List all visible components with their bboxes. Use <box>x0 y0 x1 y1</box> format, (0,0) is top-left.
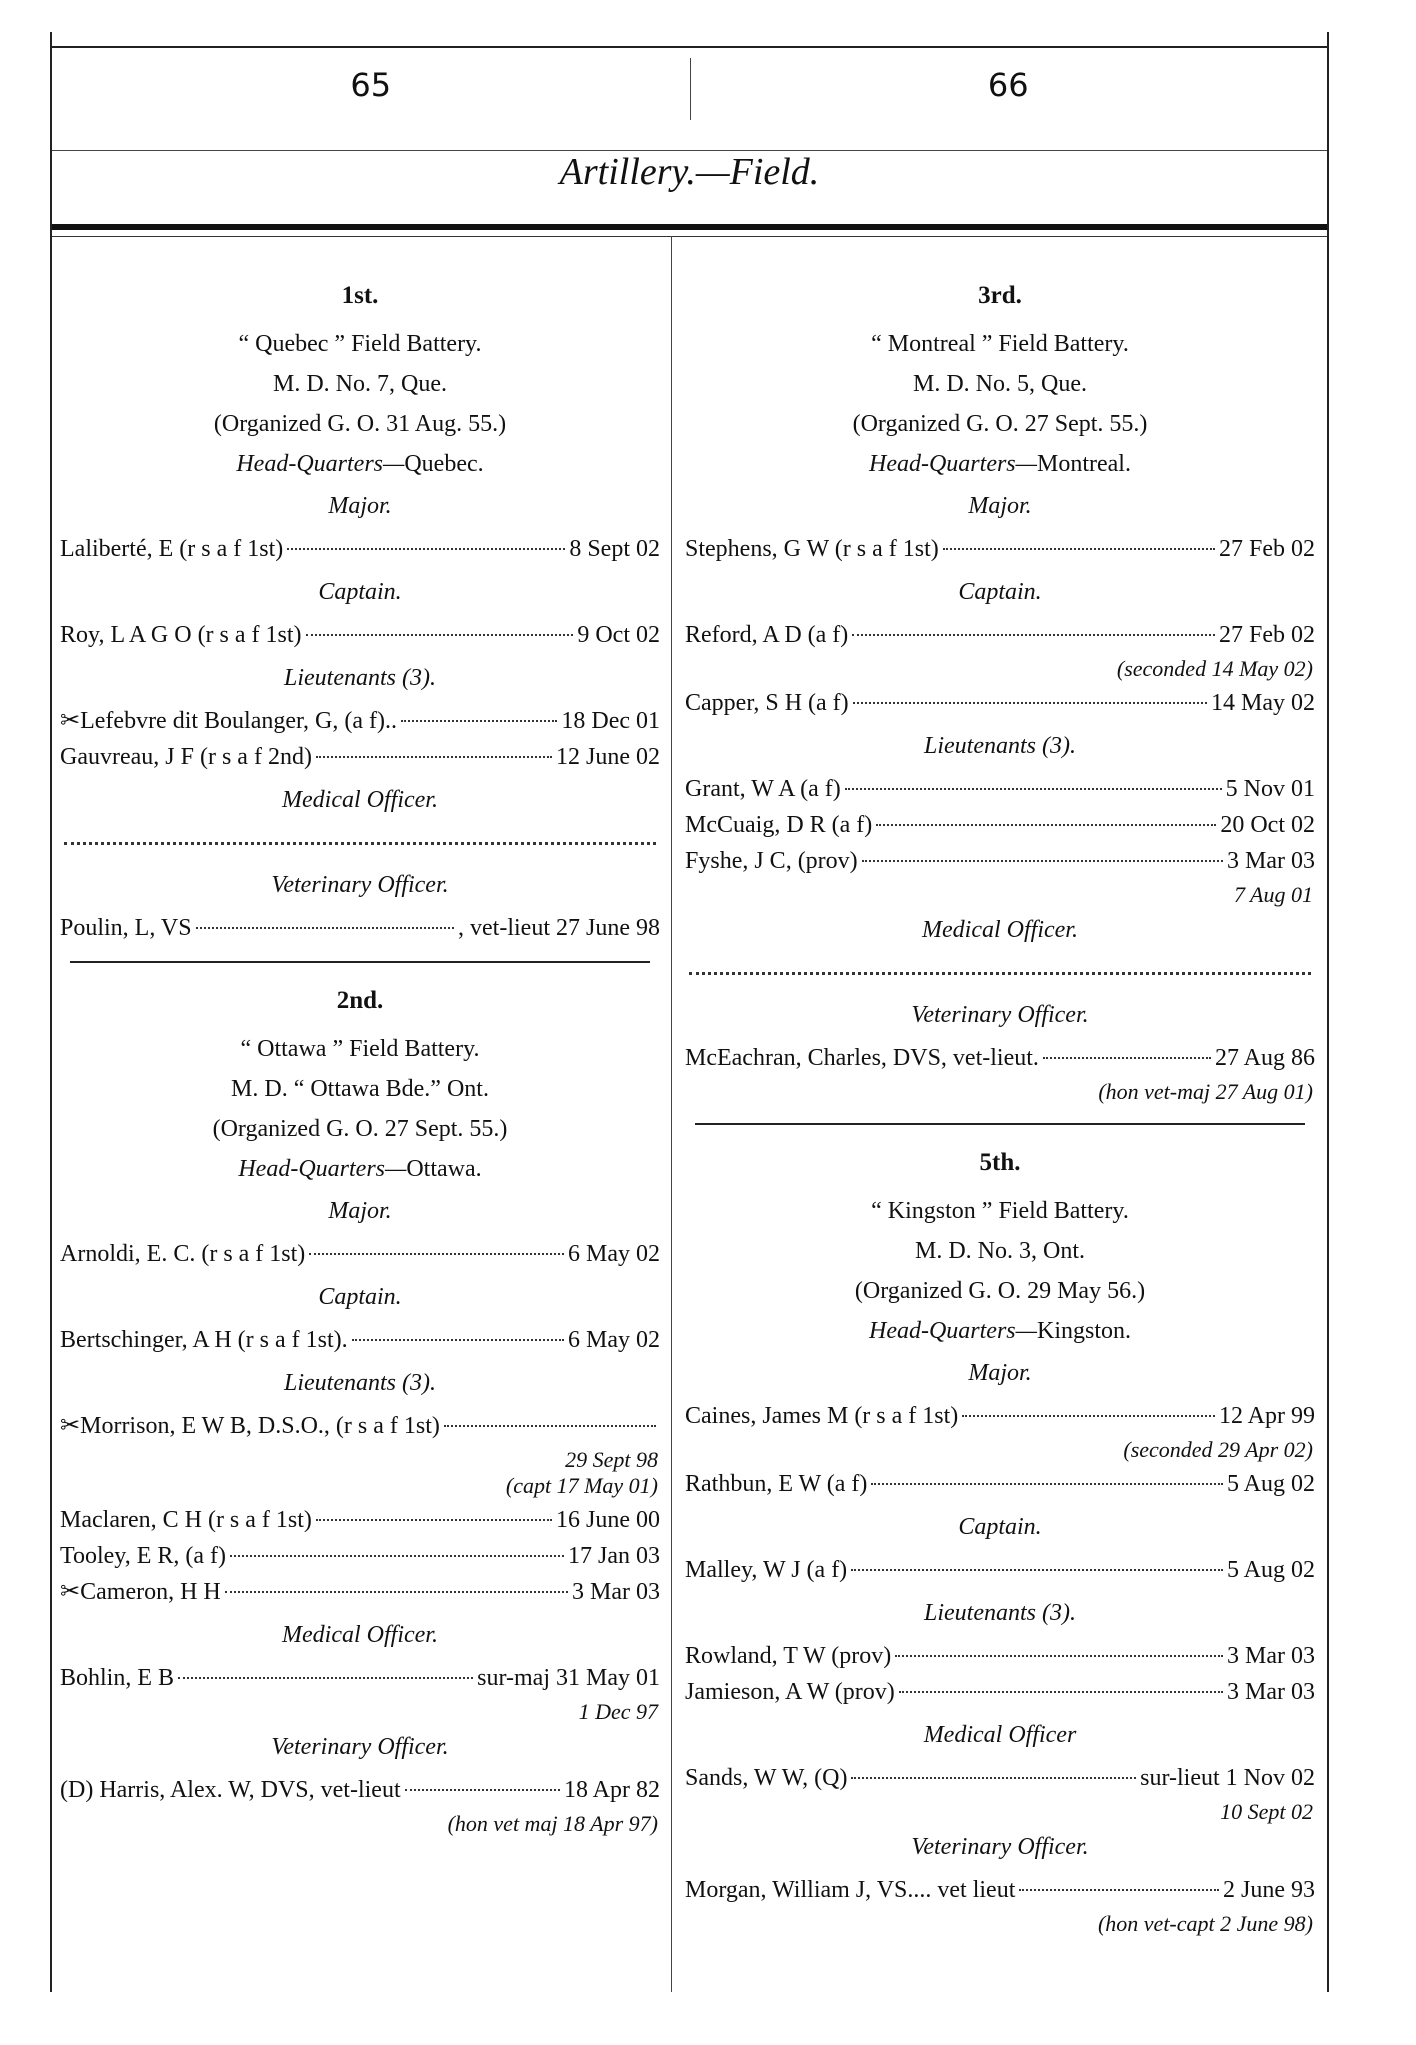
entry-note: 1 Dec 97 <box>578 1699 658 1724</box>
officer-entry <box>60 1663 660 1693</box>
officer-name: Bohlin, E B <box>60 1665 175 1691</box>
officer-name: Jamieson, A W (prov) <box>685 1679 895 1705</box>
leader-dots <box>1043 1057 1211 1059</box>
entry-note: (hon vet-maj 27 Aug 01) <box>1098 1079 1313 1104</box>
entry-note: (seconded 14 May 02) <box>1116 656 1313 681</box>
officer-name: ✂Morrison, E W B, D.S.O., (r s a f 1st) <box>60 1413 440 1439</box>
rank-heading: Major. <box>328 1198 392 1224</box>
officer-name: Laliberté, E (r s a f 1st) <box>60 536 284 562</box>
leader-dots <box>225 1591 568 1593</box>
rank-heading: Lieutenants (3). <box>284 665 436 691</box>
appointment-date: 3 Mar 03 <box>572 1579 660 1605</box>
battery-name: “ Kingston ” Field Battery. <box>871 1198 1129 1224</box>
appointment-date: 3 Mar 03 <box>1227 1679 1315 1705</box>
rank-heading: Captain. <box>318 579 402 605</box>
leader-dots <box>178 1677 473 1679</box>
appointment-date: 6 May 02 <box>568 1241 660 1267</box>
leader-dots <box>899 1691 1223 1693</box>
left-column <box>60 262 660 1837</box>
battery-number: 2nd. <box>336 987 384 1014</box>
appointment-date: 27 Feb 02 <box>1219 536 1315 562</box>
top-border <box>52 46 1327 48</box>
appointment-date: , vet-lieut 27 June 98 <box>458 915 660 941</box>
running-title: Artillery.—Field. <box>559 151 820 193</box>
officer-entry <box>685 1469 1315 1499</box>
officer-entry <box>685 1043 1315 1073</box>
battery-section <box>685 282 1315 1105</box>
rank-heading: Major. <box>968 493 1032 519</box>
organized-order: (Organized G. O. 27 Sept. 55.) <box>852 411 1148 437</box>
vacant-dotted-line <box>64 832 656 845</box>
leader-dots <box>316 1519 552 1521</box>
officer-entry <box>60 1775 660 1805</box>
page-number-right: 66 <box>987 66 1029 104</box>
battery-name: “ Ottawa ” Field Battery. <box>240 1036 480 1062</box>
appointment-date: 5 Aug 02 <box>1226 1471 1315 1497</box>
appointment-date: 2 June 93 <box>1223 1877 1315 1903</box>
officer-entry <box>685 1641 1315 1671</box>
column-divider <box>671 236 672 1992</box>
organized-order: (Organized G. O. 29 May 56.) <box>854 1278 1146 1304</box>
battery-name: “ Quebec ” Field Battery. <box>238 331 482 357</box>
officer-entry <box>685 1555 1315 1585</box>
officer-name: McCuaig, D R (a f) <box>685 812 873 838</box>
officer-entry <box>685 688 1315 718</box>
leader-dots <box>316 756 552 758</box>
vacant-dotted-line <box>689 962 1311 975</box>
section-rule <box>70 961 650 963</box>
rank-heading: Captain. <box>958 1514 1042 1540</box>
head-quarters: Head-Quarters—Kingston. <box>868 1318 1131 1344</box>
rank-heading: Lieutenants (3). <box>924 1600 1076 1626</box>
officer-entry <box>60 1577 660 1607</box>
leader-dots <box>845 788 1222 790</box>
right-column <box>685 262 1315 1937</box>
military-district: M. D. No. 3, Ont. <box>914 1238 1085 1264</box>
battery-number: 3rd. <box>978 282 1022 309</box>
entry-note: 7 Aug 01 <box>1233 882 1313 907</box>
officer-name: Tooley, E R, (a f) <box>60 1543 227 1569</box>
officer-entry <box>60 1411 660 1441</box>
officer-name: ✂Cameron, H H <box>60 1579 221 1605</box>
officer-name: Roy, L A G O (r s a f 1st) <box>60 622 302 648</box>
appointment-date: 6 May 02 <box>568 1327 660 1353</box>
officer-name: Morgan, William J, VS.... vet lieut <box>685 1877 1016 1903</box>
appointment-date: 5 Aug 02 <box>1226 1557 1315 1583</box>
entry-note: (seconded 29 Apr 02) <box>1123 1437 1313 1462</box>
appointment-date: 16 June 00 <box>556 1507 660 1533</box>
appointment-date: 14 May 02 <box>1211 690 1315 716</box>
page-number-left: 65 <box>350 66 392 104</box>
page-number-header <box>52 58 1327 138</box>
officer-name: Capper, S H (a f) <box>685 690 849 716</box>
leader-dots <box>196 927 454 929</box>
officer-name: Malley, W J (a f) <box>685 1557 848 1583</box>
battery-section <box>60 282 660 943</box>
rank-heading: Medical Officer. <box>922 917 1078 943</box>
officer-entry <box>60 742 660 772</box>
officer-name: Fyshe, J C, (prov) <box>685 848 858 874</box>
appointment-date: 18 Apr 82 <box>564 1777 660 1803</box>
leader-dots <box>1019 1889 1219 1891</box>
head-quarters: Head-Quarters—Quebec. <box>236 451 484 477</box>
battery-number: 5th. <box>979 1149 1021 1176</box>
leader-dots <box>852 634 1215 636</box>
officer-name: Sands, W W, (Q) <box>685 1765 848 1791</box>
leader-dots <box>287 548 565 550</box>
leader-dots <box>309 1253 564 1255</box>
battery-name: “ Montreal ” Field Battery. <box>871 331 1129 357</box>
rank-heading: Medical Officer. <box>282 1622 438 1648</box>
appointment-date: 27 Aug 86 <box>1214 1045 1315 1071</box>
officer-entry <box>60 620 660 650</box>
officer-entry <box>60 913 660 943</box>
officer-name: Grant, W A (a f) <box>685 776 841 802</box>
officer-name: Maclaren, C H (r s a f 1st) <box>60 1507 312 1533</box>
officer-name: Gauvreau, J F (r s a f 2nd) <box>60 744 312 770</box>
battery-section <box>60 987 660 1837</box>
entry-note: 29 Sept 98 <box>565 1447 658 1472</box>
appointment-date: 20 Oct 02 <box>1220 812 1315 838</box>
appointment-date: 3 Mar 03 <box>1227 1643 1315 1669</box>
section-rule <box>695 1123 1305 1125</box>
officer-name: Bertschinger, A H (r s a f 1st). <box>60 1327 348 1353</box>
leader-dots <box>851 1777 1136 1779</box>
rank-heading: Captain. <box>958 579 1042 605</box>
officer-entry <box>60 1505 660 1535</box>
officer-entry <box>685 1763 1315 1793</box>
rank-heading: Lieutenants (3). <box>284 1370 436 1396</box>
rank-heading: Veterinary Officer. <box>911 1002 1089 1028</box>
officer-entry <box>685 1401 1315 1431</box>
appointment-date: 17 Jan 03 <box>568 1543 660 1569</box>
officer-name: Arnoldi, E. C. (r s a f 1st) <box>60 1241 306 1267</box>
officer-name: Rathbun, E W (a f) <box>685 1471 868 1497</box>
entry-note: (hon vet-capt 2 June 98) <box>1097 1911 1313 1936</box>
leader-dots <box>405 1789 560 1791</box>
officer-name: Stephens, G W (r s a f 1st) <box>685 536 939 562</box>
entry-note: 10 Sept 02 <box>1220 1799 1313 1824</box>
officer-entry <box>685 810 1315 840</box>
appointment-date: sur-maj 31 May 01 <box>477 1665 660 1691</box>
organized-order: (Organized G. O. 31 Aug. 55.) <box>213 411 507 437</box>
military-district: M. D. “ Ottawa Bde.” Ont. <box>231 1076 489 1102</box>
officer-name: Caines, James M (r s a f 1st) <box>685 1403 959 1429</box>
officer-entry <box>60 1325 660 1355</box>
officer-entry <box>685 1677 1315 1707</box>
officer-entry <box>60 1541 660 1571</box>
leader-dots <box>876 824 1216 826</box>
rank-heading: Major. <box>328 493 392 519</box>
rank-heading: Lieutenants (3). <box>924 733 1076 759</box>
appointment-date: 12 Apr 99 <box>1219 1403 1315 1429</box>
appointment-date: 18 Dec 01 <box>561 708 660 734</box>
rank-heading: Veterinary Officer. <box>271 872 449 898</box>
officer-entry <box>685 1875 1315 1905</box>
appointment-date: 9 Oct 02 <box>577 622 660 648</box>
rank-heading: Major. <box>968 1360 1032 1386</box>
appointment-date: 3 Mar 03 <box>1227 848 1315 874</box>
leader-dots <box>851 1569 1223 1571</box>
entry-note: (hon vet maj 18 Apr 97) <box>447 1811 658 1836</box>
register-page <box>50 32 1329 1992</box>
officer-entry <box>685 846 1315 876</box>
appointment-date: 8 Sept 02 <box>569 536 660 562</box>
leader-dots <box>862 860 1223 862</box>
leader-dots <box>230 1555 564 1557</box>
appointment-date: sur-lieut 1 Nov 02 <box>1140 1765 1315 1791</box>
officer-entry <box>60 706 660 736</box>
leader-dots <box>306 634 574 636</box>
appointment-date: 5 Nov 01 <box>1225 776 1315 802</box>
officer-name: (D) Harris, Alex. W, DVS, vet-lieut <box>60 1777 401 1803</box>
rank-heading: Medical Officer. <box>282 787 438 813</box>
rank-heading: Medical Officer <box>923 1722 1077 1748</box>
officer-name: Rowland, T W (prov) <box>685 1643 892 1669</box>
rank-heading: Veterinary Officer. <box>271 1734 449 1760</box>
officer-name: ✂Lefebvre dit Boulanger, G, (a f).. <box>60 708 398 734</box>
officer-entry <box>60 534 660 564</box>
officer-entry <box>685 620 1315 650</box>
officer-entry <box>685 534 1315 564</box>
appointment-date: 12 June 02 <box>556 744 660 770</box>
rank-heading: Captain. <box>318 1284 402 1310</box>
leader-dots <box>444 1425 656 1427</box>
military-district: M. D. No. 5, Que. <box>913 371 1087 397</box>
organized-order: (Organized G. O. 27 Sept. 55.) <box>212 1116 508 1142</box>
head-quarters: Head-Quarters—Montreal. <box>869 451 1131 477</box>
title-thick-rule <box>52 224 1327 230</box>
leader-dots <box>853 702 1207 704</box>
officer-name: McEachran, Charles, DVS, vet-lieut. <box>685 1045 1039 1071</box>
appointment-date: 27 Feb 02 <box>1219 622 1315 648</box>
leader-dots <box>352 1339 564 1341</box>
officer-name: Reford, A D (a f) <box>685 622 849 648</box>
leader-dots <box>962 1415 1215 1417</box>
rank-heading: Veterinary Officer. <box>911 1834 1089 1860</box>
leader-dots <box>895 1655 1223 1657</box>
officer-name: Poulin, L, VS <box>60 915 192 941</box>
military-district: M. D. No. 7, Que. <box>273 371 447 397</box>
battery-section <box>685 1149 1315 1937</box>
head-quarters: Head-Quarters—Ottawa. <box>238 1156 482 1182</box>
leader-dots <box>871 1483 1223 1485</box>
battery-number: 1st. <box>341 282 379 309</box>
entry-note: (capt 17 May 01) <box>505 1473 658 1498</box>
leader-dots <box>943 548 1215 550</box>
leader-dots <box>401 720 557 722</box>
officer-entry <box>685 774 1315 804</box>
officer-entry <box>60 1239 660 1269</box>
title-thin-rule <box>52 236 1327 237</box>
